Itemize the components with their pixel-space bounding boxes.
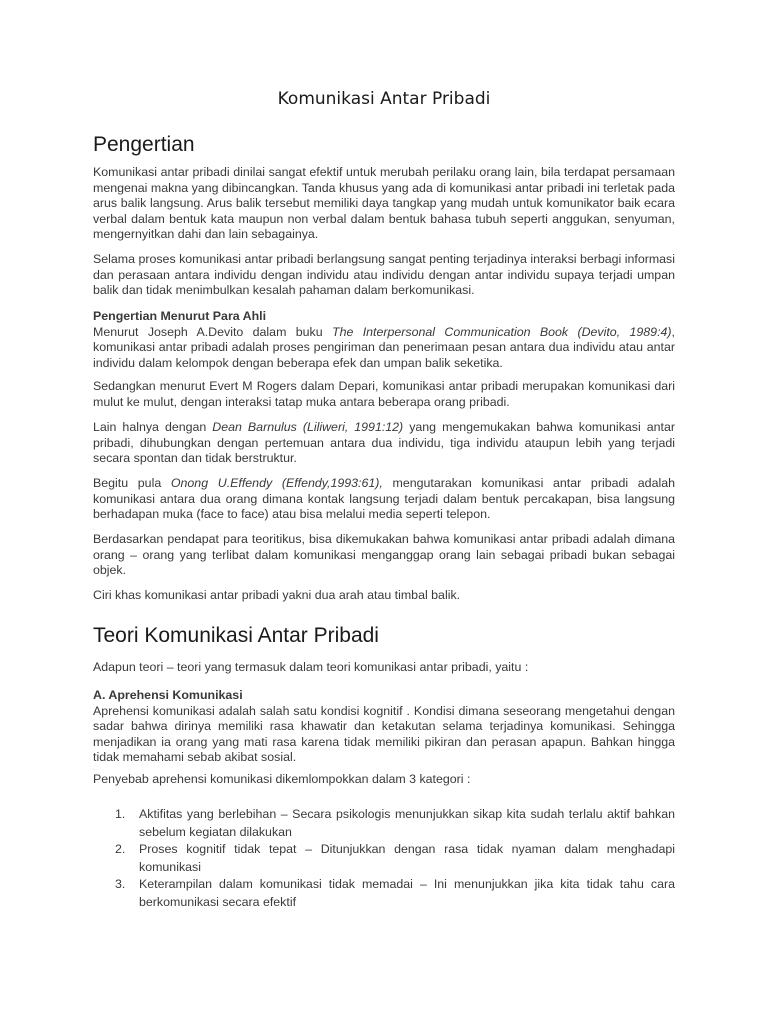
- effendy-text-b: mengutarakan komunikasi antar pribadi adalah komunikasi antara dua orang dimana kontak langsung terjadi dalam bentuk percakapan, bisa langsung berhadapan muka (face to face) atau bisa melalui media seperti telepon.: [93, 476, 675, 521]
- paragraph-aprehensi-body: Aprehensi komunikasi adalah salah satu kondisi kognitif . Kondisi dimana seseorang mengetahui dengan sadar bahwa dirinya memiliki rasa khawatir dan ketakutan selama terjadinya komunikasi. Sehingga menjadikan ia orang yang mati rasa karena tidak memiliki pikiran dan perasan apapun. Bahkan hingga tidak memahami sebab akibat sosial.: [93, 703, 675, 764]
- list-text: Proses kognitif tidak tepat – Ditunjukkan dengan rasa tidak nyaman dalam menghadapi komunikasi: [139, 842, 675, 874]
- list-item: [93, 841, 675, 876]
- list-text: Keterampilan dalam komunikasi tidak memadai – Ini menunjukkan jika kita tidak tahu cara berkomunikasi secara efektif: [139, 877, 675, 909]
- list-item: [93, 806, 675, 841]
- paragraph-aprehensi: [93, 688, 675, 766]
- effendy-text-a: Begitu pula: [93, 476, 171, 490]
- paragraph-pengertian-1: Komunikasi antar pribadi dinilai sangat efektif untuk merubah perilaku orang lain, bila terdapat persamaan mengenai makna yang dibincangkan. Tanda khusus yang ada di komunikasi antar pribadi ini terletak pada arus balik langsung. Arus balik tersebut memiliki daya tangkap yang mudah untuk komunikator baik ecara verbal dalam bentuk kata maupun non verbal dalam bentuk bahasa tubuh seperti anggukan, senyuman, mengernyitkan dahi dan lain sebagainya.: [93, 165, 675, 241]
- devito-text-b: , komunikasi antar pribadi adalah proses pengiriman dan penerimaan pesan antara dua individu atau antar individu dalam kelompok dengan beberapa efek dan umpan balik seketika.: [93, 324, 675, 370]
- list-number: 3.: [115, 877, 126, 891]
- penyebab-list: [93, 806, 675, 911]
- paragraph-barnulus: [93, 420, 675, 467]
- subheading-aprehensi: A. Aprehensi Komunikasi: [93, 688, 243, 702]
- paragraph-pengertian-2: Selama proses komunikasi antar pribadi berlangsung sangat penting terjadinya interaksi berbagi informasi dan perasaan antara individu dengan individu atau individu dengan antar individu supaya terjadi umpan balik dan tidak menimbulkan kesalah pahaman dalam berkomunikasi.: [93, 252, 676, 297]
- paragraph-ciri-khas: Ciri khas komunikasi antar pribadi yakni dua arah atau timbal balik.: [93, 588, 461, 602]
- heading-pengertian: Pengertian: [93, 133, 195, 156]
- paragraph-teori-intro: Adapun teori – teori yang termasuk dalam teori komunikasi antar pribadi, yaitu :: [93, 660, 529, 674]
- effendy-citation: Onong U.Effendy (Effendy,1993:61),: [170, 476, 383, 490]
- paragraph-rogers: Sedangkan menurut Evert M Rogers dalam Depari, komunikasi antar pribadi merupakan komunikasi dari mulut ke mulut, dengan interaksi tatap muka antara beberapa orang pribadi.: [93, 379, 675, 409]
- devito-citation: The Interpersonal Communication Book (Devito, 1989:4): [332, 324, 672, 339]
- paragraph-para-ahli: [93, 309, 675, 371]
- paragraph-teoritikus: Berdasarkan pendapat para teoritikus, bisa dikemukakan bahwa komunikasi antar pribadi adalah dimana orang – orang yang terlibat dalam komunikasi menganggap orang lain sebagai pribadi bukan sebagai objek.: [93, 532, 675, 577]
- paragraph-penyebab: Penyebab aprehensi komunikasi dikemlompokkan dalam 3 kategori :: [93, 772, 471, 786]
- heading-teori: Teori Komunikasi Antar Pribadi: [93, 624, 379, 647]
- list-text: Aktifitas yang berlebihan – Secara psikologis menunjukkan sikap kita sudah terlalu aktif bahkan sebelum kegiatan dilakukan: [139, 807, 675, 839]
- paragraph-devito: [93, 325, 675, 372]
- subheading-para-ahli: Pengertian Menurut Para Ahli: [93, 309, 267, 323]
- barnulus-text-a: Lain halnya dengan: [93, 420, 213, 434]
- paragraph-effendy: [93, 476, 675, 523]
- document-title: Komunikasi Antar Pribadi: [277, 89, 491, 109]
- list-number: 1.: [115, 807, 126, 821]
- list-item: [93, 876, 675, 911]
- list-number: 2.: [115, 842, 126, 856]
- barnulus-citation: Dean Barnulus (Liliweri, 1991:12): [212, 420, 404, 434]
- devito-text-a: Menurut Joseph A.Devito dalam buku: [93, 324, 332, 339]
- barnulus-text-b: yang mengemukakan bahwa komunikasi antar pribadi, dihubungkan dengan pertemuan antara dua individu, tiga individu ataupun lebih yang terjadi secara spontan dan tidak berstruktur.: [93, 420, 675, 465]
